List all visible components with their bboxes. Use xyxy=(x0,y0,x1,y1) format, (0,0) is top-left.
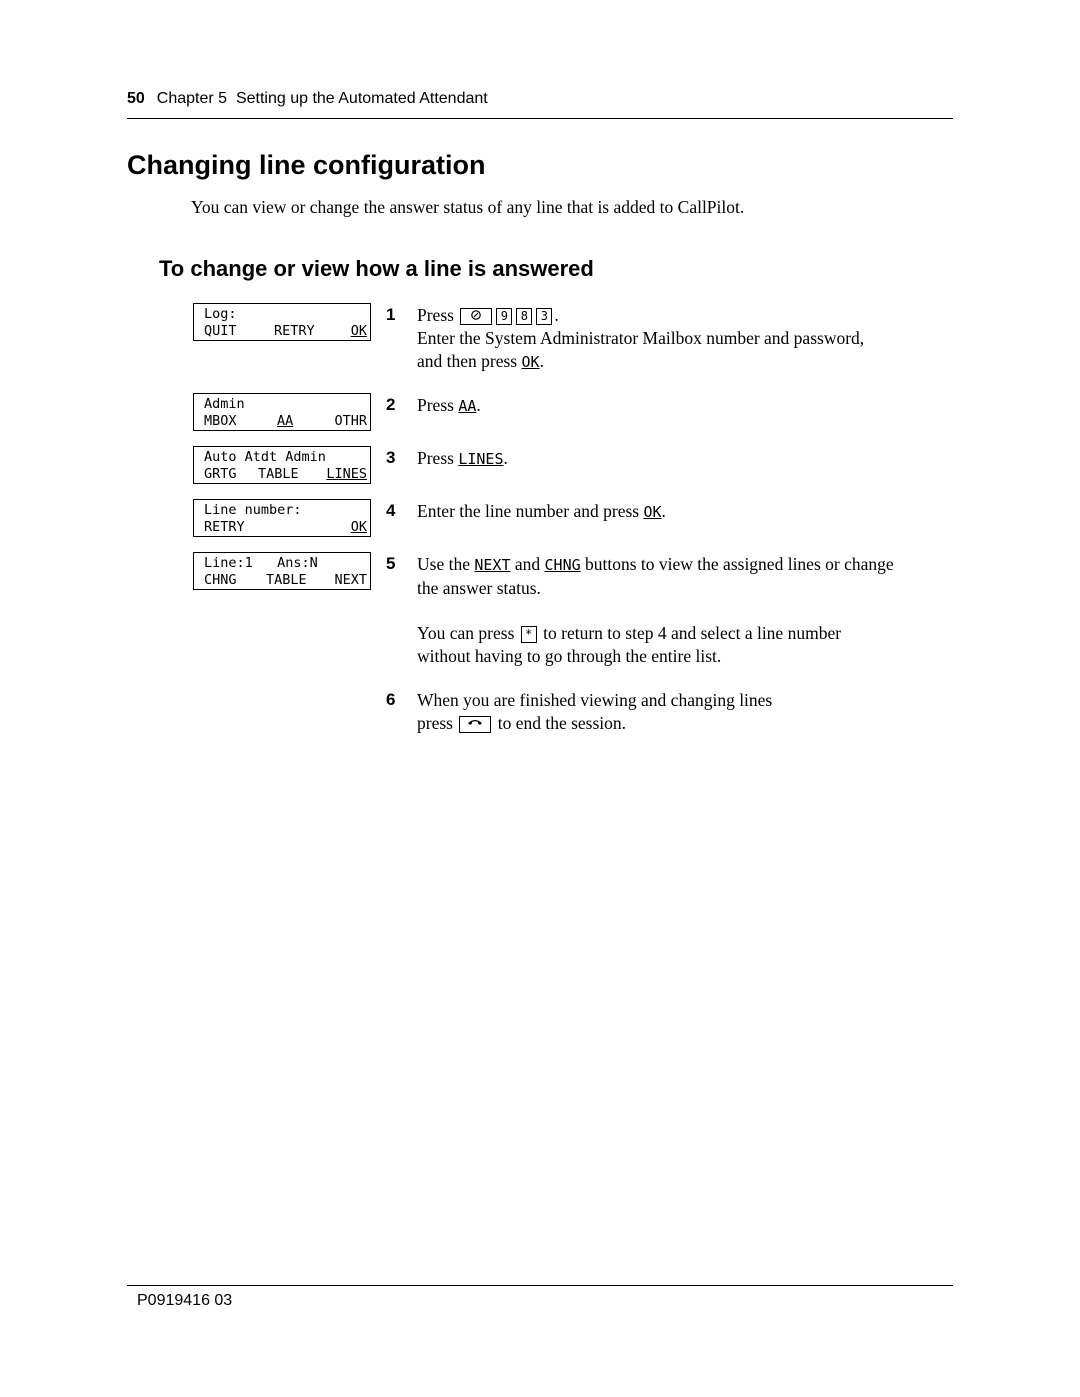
softkey-mbox: MBOX xyxy=(204,413,237,429)
step-text: press xyxy=(417,713,453,733)
display-line: Line number: xyxy=(204,502,302,518)
step-text: buttons to view the assigned lines or change xyxy=(585,554,894,574)
step-text: When you are finished viewing and changing lines xyxy=(417,690,773,710)
step-text: You can press xyxy=(417,623,515,643)
softkey-othr: OTHR xyxy=(334,413,367,429)
display-auto-atdt-admin xyxy=(193,446,371,484)
softkey-ref-lines: LINES xyxy=(458,450,504,468)
step-number: 6 xyxy=(386,690,396,709)
step-text: to return to step 4 and select a line number xyxy=(543,623,842,643)
running-header xyxy=(127,90,953,108)
page-title: Changing line configuration xyxy=(127,150,486,180)
display-line-number xyxy=(193,499,371,537)
softkey-ok: OK xyxy=(350,323,367,339)
softkey-grtg: GRTG xyxy=(204,466,237,482)
step-text: and then press xyxy=(417,351,518,371)
step-number: 3 xyxy=(386,448,396,467)
document-number: P0919416 03 xyxy=(137,1292,233,1309)
display-line: Admin xyxy=(204,396,245,412)
chapter-title: Chapter 5 Setting up the Automated Attendant xyxy=(156,90,488,107)
step-text: to end the session. xyxy=(497,713,627,733)
step-text: Press xyxy=(417,305,454,325)
step-number: 5 xyxy=(386,554,396,573)
step-text: . xyxy=(503,448,508,468)
softkey-ref-chng: CHNG xyxy=(544,556,581,574)
key-3: 3 xyxy=(536,308,552,325)
display-log xyxy=(193,303,371,341)
step-2 xyxy=(417,394,957,418)
step-6 xyxy=(417,689,957,735)
page-number: 50 xyxy=(127,90,145,107)
display-line-ans xyxy=(193,552,371,590)
key-star: * xyxy=(521,626,537,643)
step-3 xyxy=(417,447,957,471)
display-line: Log: xyxy=(204,306,237,322)
softkey-ref-next: NEXT xyxy=(474,556,511,574)
step-number: 2 xyxy=(386,395,396,414)
softkey-ok: OK xyxy=(350,519,367,535)
display-line: Auto Atdt Admin xyxy=(204,449,326,465)
softkey-lines: LINES xyxy=(326,466,367,482)
step-text: . xyxy=(661,501,666,521)
softkey-retry: RETRY xyxy=(204,519,245,535)
softkey-next: NEXT xyxy=(334,572,367,588)
display-line: Line:1 Ans:N xyxy=(204,555,318,571)
key-8: 8 xyxy=(516,308,532,325)
softkey-table: TABLE xyxy=(266,572,307,588)
feature-key xyxy=(460,308,492,325)
header-rule xyxy=(127,118,953,119)
softkey-ref-aa: AA xyxy=(458,397,477,415)
softkey-ref-ok: OK xyxy=(643,503,662,521)
step-text: Press xyxy=(417,448,454,468)
step-1 xyxy=(417,304,957,374)
softkey-quit: QUIT xyxy=(204,323,237,339)
footer-rule xyxy=(127,1285,953,1286)
intro-paragraph: You can view or change the answer status of any line that is added to CallPilot. xyxy=(191,197,745,217)
release-key xyxy=(459,716,491,733)
softkey-retry: RETRY xyxy=(274,323,315,339)
step-5 xyxy=(417,553,957,668)
step-4 xyxy=(417,500,957,524)
step-text: Press xyxy=(417,395,454,415)
softkey-chng: CHNG xyxy=(204,572,237,588)
step-text: the answer status. xyxy=(417,578,541,598)
key-9: 9 xyxy=(496,308,512,325)
step-text: and xyxy=(514,554,541,574)
step-text: . xyxy=(554,305,559,325)
release-icon xyxy=(466,717,484,729)
step-text: . xyxy=(476,395,481,415)
softkey-ref-ok: OK xyxy=(521,353,540,371)
step-text: . xyxy=(539,351,544,371)
step-number: 4 xyxy=(386,501,396,520)
feature-icon xyxy=(470,309,482,321)
step-text: Enter the line number and press xyxy=(417,501,640,521)
softkey-table: TABLE xyxy=(258,466,299,482)
step-text: Use the xyxy=(417,554,470,574)
step-number: 1 xyxy=(386,305,396,324)
step-text: Enter the System Administrator Mailbox number and password, xyxy=(417,328,865,348)
step-text: without having to go through the entire list. xyxy=(417,646,722,666)
display-admin xyxy=(193,393,371,431)
softkey-aa: AA xyxy=(277,413,294,429)
section-title: To change or view how a line is answered xyxy=(159,256,594,281)
